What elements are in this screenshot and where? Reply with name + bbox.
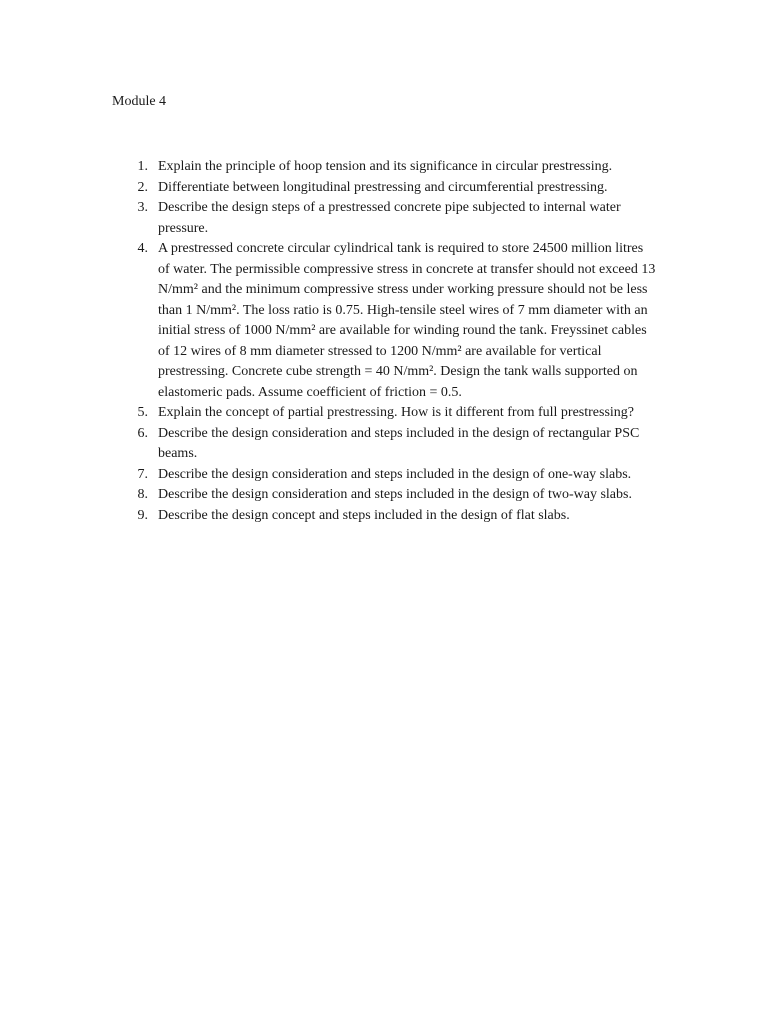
question-item-9 xyxy=(0,506,658,527)
question-item-6 xyxy=(0,424,658,465)
question-item-2 xyxy=(0,178,658,199)
question-number: 5. xyxy=(137,405,148,420)
question-list xyxy=(0,157,768,526)
question-text: Describe the design concept and steps included in the design of flat slabs. xyxy=(158,507,570,523)
question-text: Differentiate between longitudinal prestressing and circumferential prestressing. xyxy=(158,179,608,195)
question-item-7 xyxy=(0,465,658,486)
question-number: 6. xyxy=(137,425,148,441)
question-item-5 xyxy=(0,403,658,424)
question-number: 2. xyxy=(137,179,148,195)
question-item-8 xyxy=(0,485,658,506)
question-number: 4. xyxy=(137,241,148,256)
question-text: Explain the concept of partial prestressing. How is it different from full prestressing? xyxy=(158,405,634,420)
question-item-4 xyxy=(0,239,658,403)
question-number: 9. xyxy=(137,507,148,523)
question-item-1 xyxy=(0,157,658,178)
module-heading: Module 4 xyxy=(112,94,167,109)
question-item-3 xyxy=(0,198,658,239)
question-number: 7. xyxy=(137,466,148,482)
question-text: Describe the design steps of a prestressed concrete pipe subjected to internal water pressure. xyxy=(158,200,621,236)
question-text: Explain the principle of hoop tension and its significance in circular prestressing. xyxy=(158,159,613,174)
question-number: 1. xyxy=(137,159,148,174)
question-text: Describe the design consideration and steps included in the design of rectangular PSC beams. xyxy=(158,425,640,461)
question-text: Describe the design consideration and steps included in the design of one-way slabs. xyxy=(158,466,632,482)
question-number: 8. xyxy=(137,487,148,502)
question-text: A prestressed concrete circular cylindrical tank is required to store 24500 million litres of water. The permissible compressive stress in concrete at transfer should not exceed 13 N/mm² and the minimum compressive stress under working pressure should not be less than 1 N/mm². The loss ratio is 0.75. High-tensile steel wires of 7 mm diameter with an initial stress of 1000 N/mm² are available for winding round the tank. Freyssinet cables of 12 wires of 8 mm diameter stressed to 1200 N/mm² are available for vertical prestressing. Concrete cube strength = 40 N/mm². Design the tank walls supported on elastomeric pads. Assume coefficient of friction = 0.5. xyxy=(158,241,656,400)
question-number: 3. xyxy=(137,200,148,215)
question-text: Describe the design consideration and steps included in the design of two-way slabs. xyxy=(158,487,632,502)
